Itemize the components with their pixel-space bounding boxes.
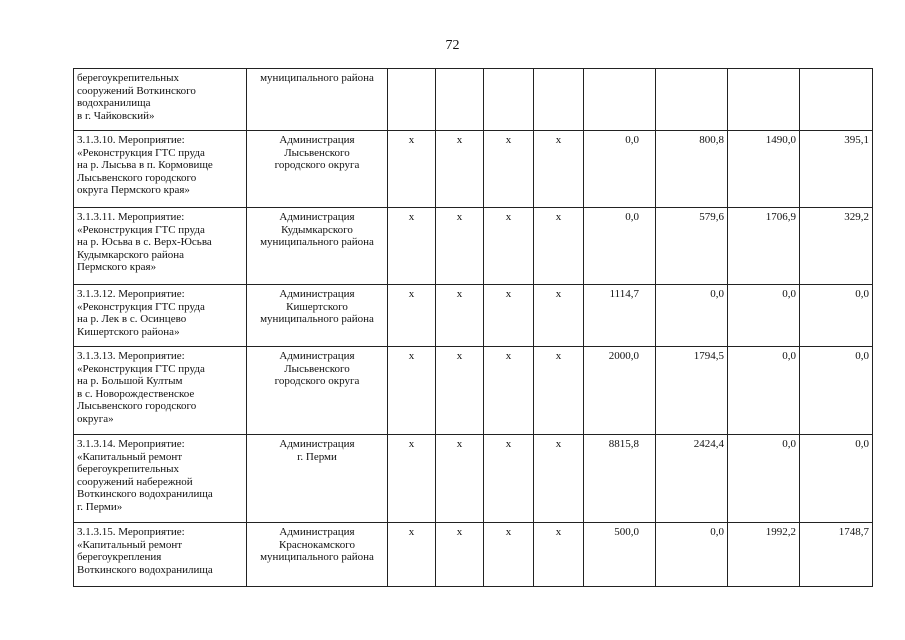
name-line: в г. Чайковский»	[77, 109, 155, 122]
name-line: водохранилища	[77, 97, 151, 109]
table-row	[74, 131, 873, 208]
responsible-line: муниципального района	[260, 72, 374, 84]
name-line: округа Пермского края»	[77, 184, 190, 196]
value-cell: 2000,0	[584, 347, 656, 435]
mark-cell	[534, 69, 584, 131]
name-line: сооружений Воткинского	[77, 84, 196, 97]
value-cell: 0,0	[728, 285, 800, 347]
mark-cell: x	[534, 285, 584, 347]
responsible-line: муниципального района	[260, 236, 374, 248]
responsible-line: городского округа	[274, 375, 360, 387]
value-cell: 2424,4	[656, 435, 728, 523]
responsible-line: Администрация	[279, 288, 355, 300]
name-line: «Капитальный ремонт	[77, 450, 183, 463]
name-line: 3.1.3.12. Мероприятие:	[77, 288, 185, 300]
mark-cell: x	[436, 435, 484, 523]
value-cell: 1114,7	[584, 285, 656, 347]
value-cell: 1490,0	[728, 131, 800, 208]
value-cell: 8815,8	[584, 435, 656, 523]
responsible-cell	[247, 69, 388, 131]
mark-cell: x	[388, 347, 436, 435]
mark-cell: x	[436, 285, 484, 347]
responsible-line: городского округа	[274, 159, 360, 171]
mark-cell: x	[534, 435, 584, 523]
responsible-line: Кудымкарского	[281, 223, 353, 236]
name-line: Лысьвенского городского	[77, 400, 197, 412]
value-cell: 0,0	[728, 435, 800, 523]
mark-cell: x	[388, 285, 436, 347]
value-cell: 0,0	[800, 285, 873, 347]
mark-cell: x	[388, 523, 436, 587]
responsible-line: г. Перми	[297, 450, 337, 463]
responsible-line: Лысьвенского	[284, 362, 350, 375]
name-line: берегоукрепительных	[77, 463, 180, 475]
name-line: на р. Юсьва в с. Верх-Юсьва	[77, 236, 212, 248]
value-cell	[728, 69, 800, 131]
responsible-line: Администрация	[279, 350, 355, 362]
name-line: Воткинского водохранилища	[77, 488, 213, 500]
name-line: «Реконструкция ГТС пруда	[77, 146, 205, 159]
responsible-line: муниципального района	[260, 313, 374, 325]
table-row	[74, 347, 873, 435]
program-table	[73, 68, 873, 587]
measure-name-cell	[74, 69, 247, 131]
table-row	[74, 435, 873, 523]
table-row	[74, 285, 873, 347]
mark-cell: x	[484, 435, 534, 523]
mark-cell	[484, 69, 534, 131]
value-cell: 0,0	[800, 435, 873, 523]
value-cell: 329,2	[800, 208, 873, 285]
name-line: «Реконструкция ГТС пруда	[77, 362, 205, 375]
mark-cell: x	[534, 208, 584, 285]
value-cell: 0,0	[584, 131, 656, 208]
responsible-cell	[247, 523, 388, 587]
mark-cell	[436, 69, 484, 131]
mark-cell: x	[388, 435, 436, 523]
value-cell: 0,0	[584, 208, 656, 285]
name-line: Пермского края»	[77, 261, 157, 273]
measure-name-cell	[74, 435, 247, 523]
mark-cell: x	[484, 347, 534, 435]
measure-name-cell	[74, 131, 247, 208]
value-cell: 1748,7	[800, 523, 873, 587]
measure-name-cell	[74, 208, 247, 285]
value-cell: 1992,2	[728, 523, 800, 587]
name-line: сооружений набережной	[77, 475, 193, 488]
value-cell: 579,6	[656, 208, 728, 285]
responsible-cell	[247, 435, 388, 523]
value-cell: 0,0	[800, 347, 873, 435]
mark-cell: x	[484, 131, 534, 208]
mark-cell: x	[388, 208, 436, 285]
value-cell: 1794,5	[656, 347, 728, 435]
name-line: на р. Лек в с. Осинцево	[77, 313, 187, 325]
responsible-cell	[247, 285, 388, 347]
mark-cell: x	[436, 131, 484, 208]
mark-cell: x	[534, 523, 584, 587]
table-row	[74, 69, 873, 131]
responsible-cell	[247, 131, 388, 208]
responsible-line: Администрация	[279, 211, 355, 223]
value-cell: 0,0	[656, 285, 728, 347]
name-line: Лысьвенского городского	[77, 171, 197, 184]
name-line: на р. Большой Култым	[77, 375, 183, 387]
name-line: Воткинского водохранилища	[77, 563, 213, 576]
responsible-line: Лысьвенского	[284, 146, 350, 159]
mark-cell: x	[436, 523, 484, 587]
mark-cell: x	[534, 347, 584, 435]
name-line: 3.1.3.15. Мероприятие:	[77, 526, 185, 538]
value-cell: 0,0	[656, 523, 728, 587]
name-line: 3.1.3.14. Мероприятие:	[77, 438, 185, 450]
name-line: Кишертского района»	[77, 325, 180, 338]
name-line: 3.1.3.11. Мероприятие:	[77, 211, 185, 223]
name-line: в с. Новорождественское	[77, 387, 195, 400]
responsible-line: Кишертского	[286, 300, 348, 313]
value-cell: 1706,9	[728, 208, 800, 285]
name-line: «Реконструкция ГТС пруда	[77, 223, 205, 236]
page-number: 72	[445, 38, 460, 53]
name-line: «Капитальный ремонт	[77, 538, 183, 551]
name-line: берегоукрепления	[77, 551, 162, 563]
name-line: на р. Лысьва в п. Кормовище	[77, 159, 213, 171]
responsible-line: Администрация	[279, 134, 355, 146]
measure-name-cell	[74, 285, 247, 347]
name-line: г. Перми»	[77, 500, 123, 513]
mark-cell: x	[484, 523, 534, 587]
measure-name-cell	[74, 523, 247, 587]
value-cell	[656, 69, 728, 131]
responsible-line: Администрация	[279, 526, 355, 538]
mark-cell	[388, 69, 436, 131]
value-cell: 500,0	[584, 523, 656, 587]
responsible-line: муниципального района	[260, 551, 374, 563]
name-line: 3.1.3.10. Мероприятие:	[77, 134, 185, 146]
responsible-line: Краснокамского	[279, 538, 355, 551]
table-row	[74, 208, 873, 285]
table-body	[74, 69, 873, 587]
mark-cell: x	[436, 208, 484, 285]
name-line: «Реконструкция ГТС пруда	[77, 300, 205, 313]
name-line: Кудымкарского района	[77, 248, 185, 261]
mark-cell: x	[388, 131, 436, 208]
responsible-line: Администрация	[279, 438, 355, 450]
name-line: берегоукрепительных	[77, 72, 180, 84]
mark-cell: x	[436, 347, 484, 435]
value-cell: 0,0	[728, 347, 800, 435]
value-cell: 800,8	[656, 131, 728, 208]
value-cell: 395,1	[800, 131, 873, 208]
value-cell	[800, 69, 873, 131]
value-cell	[584, 69, 656, 131]
name-line: 3.1.3.13. Мероприятие:	[77, 350, 185, 362]
measure-name-cell	[74, 347, 247, 435]
table-row	[74, 523, 873, 587]
responsible-cell	[247, 347, 388, 435]
name-line: округа»	[77, 412, 114, 425]
mark-cell: x	[534, 131, 584, 208]
mark-cell: x	[484, 285, 534, 347]
mark-cell: x	[484, 208, 534, 285]
responsible-cell	[247, 208, 388, 285]
